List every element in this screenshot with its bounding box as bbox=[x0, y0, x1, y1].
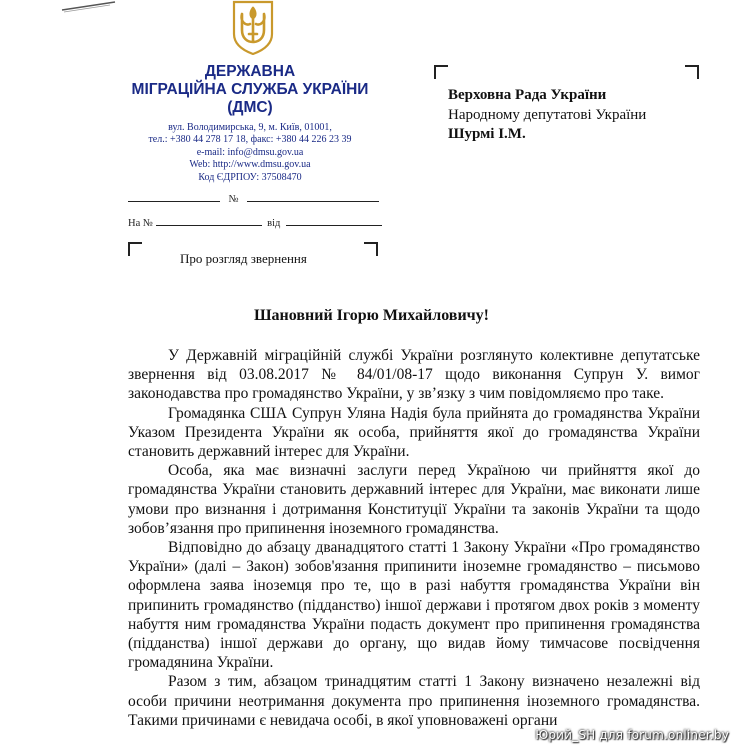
org-email: e-mail: info@dmsu.gov.ua bbox=[196, 146, 304, 158]
trident-emblem-icon bbox=[228, 0, 278, 55]
from-blank bbox=[286, 216, 382, 226]
paragraph: Разом з тим, абзацом тринадцятим статті 1 Закону визначено незалежні від особи причини неотримання документа про припинення іноземного громадянства. Такими причинами є невидача особі, в якої уповноважені органи bbox=[128, 673, 700, 729]
organization-contacts bbox=[110, 122, 390, 184]
recipient-line2: Народному депутатові України bbox=[448, 106, 647, 123]
org-phone: тел.: +380 44 278 17 18, факс: +380 44 226 23 39 bbox=[148, 134, 352, 146]
subject-corner-right bbox=[364, 242, 378, 256]
from-label: від bbox=[267, 218, 281, 229]
number-blank bbox=[247, 192, 379, 202]
forum-watermark: Юрий_SH для forum.onliner.by bbox=[535, 728, 729, 742]
recipient-line3: Шурмі І.М. bbox=[448, 126, 526, 142]
letter-body bbox=[128, 346, 700, 730]
organization-name bbox=[110, 63, 390, 117]
org-address: вул. Володимирська, 9, м. Київ, 01001, bbox=[168, 122, 332, 133]
salutation: Шановний Ігорю Михайловичу! bbox=[253, 307, 490, 324]
subject-corner-left bbox=[128, 242, 142, 256]
recipient-corner-right bbox=[685, 65, 699, 79]
outgoing-number-line bbox=[128, 192, 388, 205]
org-name-line2: МІГРАЦІЙНА СЛУЖБА УКРАЇНИ bbox=[131, 81, 369, 98]
org-name-line1: ДЕРЖАВНА bbox=[204, 63, 296, 80]
subject-line: Про розгляд звернення bbox=[180, 251, 307, 266]
on-number-blank bbox=[156, 216, 262, 226]
incoming-number-line bbox=[128, 216, 388, 229]
recipient-corner-left bbox=[434, 65, 448, 79]
on-number-label: На № bbox=[128, 218, 153, 229]
paragraph: Відповідно до абзацу дванадцятого статті 1 Закону України «Про громадянство України» (далі – Закон) зобов'язання припинити іноземне громадянство – письмово оформлена заява іноземця про те, що в разі набуття громадянства України він припинить громадянство (підданство) іншої держави і протягом двох років з моменту набуття ним громадянства України подасть документ про припинення громадянства (підданства) іншої держави до органу, що видав йому тимчасове посвідчення громадянина України. bbox=[128, 539, 700, 672]
paragraph: Громадянка США Супрун Уляна Надія була прийнята до громадянства України Указом Президента України як особа, прийняття якої до громадянства України становить державний інтерес для України. bbox=[128, 404, 700, 461]
date-blank bbox=[128, 192, 220, 202]
paragraph: У Державній міграційній службі України розглянуто колективне депутатське звернення від 03.08.2017 № 84/01/08-17 щодо виконання Супрун У. вимог законодавства про громадянство України, у зв’язку з чим повідомляємо про таке. bbox=[128, 347, 700, 403]
org-web: Web: http://www.dmsu.gov.ua bbox=[189, 159, 311, 171]
recipient-block bbox=[448, 86, 646, 145]
org-edrpou: Код ЄДРПОУ: 37508470 bbox=[198, 171, 302, 183]
paragraph: Особа, яка має визначні заслуги перед Україною чи прийняття якої до громадянства України становить державний інтерес для України, має виконати лише умови про визнання і дотримання Конституції України та законів України та щодо зобов’язання про припинення іноземного громадянства. bbox=[128, 462, 700, 537]
number-sign: № bbox=[228, 194, 239, 205]
scan-artifact bbox=[60, 0, 120, 14]
recipient-line1: Верховна Рада України bbox=[448, 87, 607, 103]
org-name-line3: (ДМС) bbox=[227, 99, 273, 116]
